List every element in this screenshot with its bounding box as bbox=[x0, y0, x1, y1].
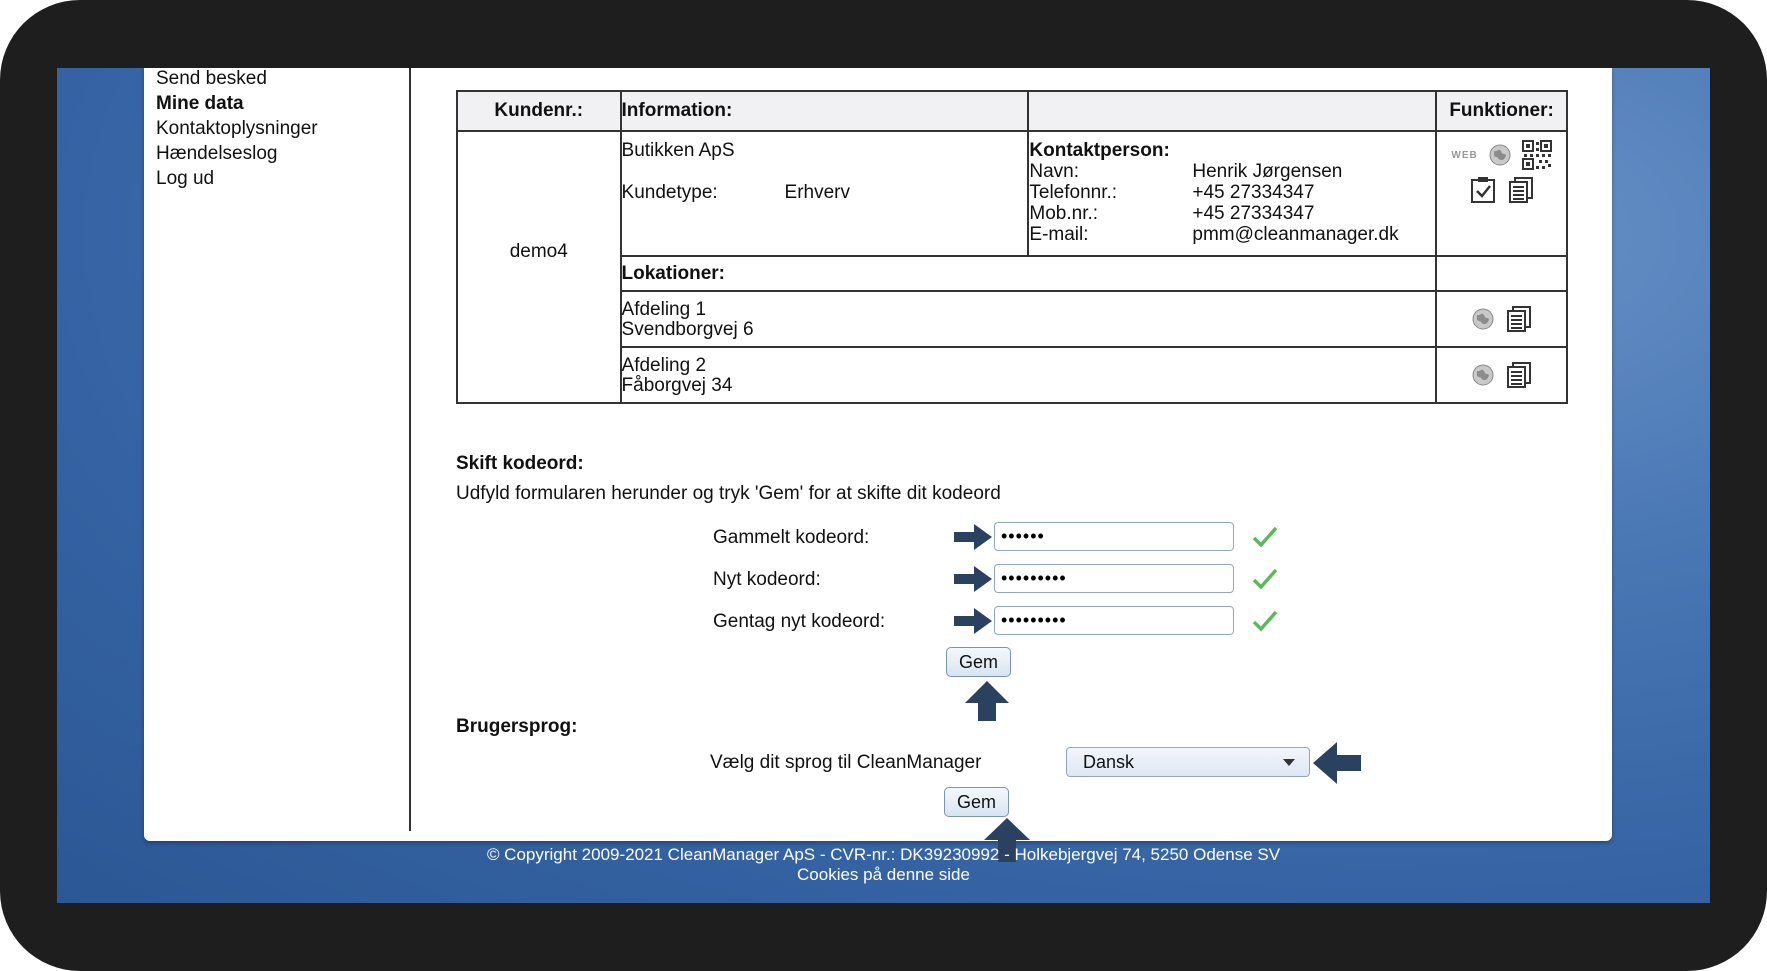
location-name: Afdeling 2 bbox=[621, 355, 707, 376]
sidebar-item-haendelseslog[interactable]: Hændelseslog bbox=[156, 143, 278, 164]
contact-label: E-mail: bbox=[1029, 224, 1089, 245]
contact-row-phone bbox=[1029, 182, 1435, 203]
arrow-right-icon bbox=[952, 606, 994, 636]
sidebar-item-mine-data[interactable]: Mine data bbox=[156, 93, 244, 114]
new-password-input[interactable] bbox=[994, 564, 1234, 593]
documents-icon[interactable] bbox=[1507, 176, 1535, 204]
sidebar-item-send-besked[interactable]: Send besked bbox=[156, 68, 267, 89]
contact-cell bbox=[1028, 131, 1436, 256]
content-area bbox=[411, 68, 1612, 841]
function-icons-row-2 bbox=[1437, 176, 1566, 204]
arrow-right-icon bbox=[952, 522, 994, 552]
location-address: Fåborgvej 34 bbox=[621, 375, 733, 396]
header-funktioner: Funktioner: bbox=[1436, 91, 1567, 131]
password-description: Udfyld formularen herunder og tryk 'Gem' for at skifte dit kodeord bbox=[456, 483, 1001, 504]
contact-value: Henrik Jørgensen bbox=[1192, 161, 1343, 182]
sidebar-item-kontaktoplysninger[interactable]: Kontaktoplysninger bbox=[156, 118, 318, 139]
old-password-label: Gammelt kodeord: bbox=[713, 527, 870, 548]
function-icons-row-1 bbox=[1437, 140, 1566, 170]
repeat-password-label: Gentag nyt kodeord: bbox=[713, 611, 886, 632]
company-info-cell bbox=[621, 131, 1029, 256]
language-selected-value: Dansk bbox=[1083, 752, 1135, 772]
footer-cookies-link[interactable]: Cookies på denne side bbox=[797, 865, 970, 884]
kundetype-value: Erhverv bbox=[784, 182, 850, 203]
globe-icon[interactable] bbox=[1488, 143, 1512, 167]
repeat-password-input[interactable] bbox=[994, 606, 1234, 635]
globe-icon[interactable] bbox=[1471, 307, 1495, 331]
location-icons bbox=[1437, 361, 1566, 389]
location-icons bbox=[1437, 305, 1566, 333]
web-icon[interactable]: WEB bbox=[1451, 149, 1478, 161]
location-name: Afdeling 1 bbox=[621, 299, 707, 320]
header-kundenr: Kundenr.: bbox=[457, 91, 621, 131]
screen bbox=[57, 68, 1710, 903]
check-icon bbox=[1252, 567, 1278, 591]
contact-value: pmm@cleanmanager.dk bbox=[1192, 224, 1399, 245]
kundenr-cell bbox=[457, 131, 621, 403]
arrow-right-icon bbox=[952, 564, 994, 594]
arrow-left-icon bbox=[1311, 740, 1363, 786]
kundetype-row bbox=[622, 182, 1028, 204]
contact-value: +45 27334347 bbox=[1192, 182, 1315, 203]
location-address: Svendborgvej 6 bbox=[621, 319, 754, 340]
location-functions bbox=[1436, 347, 1567, 403]
footer-copyright: © Copyright 2009-2021 CleanManager ApS - CVR-nr.: DK39230992 - Holkebjergvej 74, 5250 Odense SV bbox=[486, 845, 1281, 864]
location-row bbox=[621, 291, 1437, 347]
kundetype-label: Kundetype: bbox=[621, 182, 718, 203]
contact-label: Mob.nr.: bbox=[1029, 203, 1099, 224]
contact-label: Telefonnr.: bbox=[1029, 182, 1118, 203]
save-language-button[interactable]: Gem bbox=[944, 787, 1009, 817]
customer-info-table bbox=[456, 90, 1568, 404]
functions-cell bbox=[1436, 131, 1567, 256]
kundenr-value: demo4 bbox=[509, 241, 568, 262]
password-section-title: Skift kodeord: bbox=[456, 453, 584, 474]
sidebar bbox=[144, 68, 411, 831]
sidebar-item-log-ud[interactable]: Log ud bbox=[156, 168, 215, 189]
contact-value: +45 27334347 bbox=[1192, 203, 1315, 224]
check-icon bbox=[1252, 609, 1278, 633]
arrow-up-icon bbox=[962, 679, 1012, 723]
checklist-icon[interactable] bbox=[1469, 176, 1497, 204]
contact-label: Navn: bbox=[1029, 161, 1080, 182]
documents-icon[interactable] bbox=[1505, 361, 1533, 389]
documents-icon[interactable] bbox=[1505, 305, 1533, 333]
check-icon bbox=[1252, 525, 1278, 549]
location-functions bbox=[1436, 291, 1567, 347]
contact-row-email bbox=[1029, 224, 1435, 245]
old-password-input[interactable] bbox=[994, 522, 1234, 551]
globe-icon[interactable] bbox=[1471, 363, 1495, 387]
contact-row-mobile bbox=[1029, 203, 1435, 224]
chevron-down-icon bbox=[1283, 759, 1295, 766]
language-label: Vælg dit sprog til CleanManager bbox=[710, 752, 982, 773]
qr-code-icon[interactable] bbox=[1522, 140, 1552, 170]
contact-row-name bbox=[1029, 161, 1435, 182]
header-empty bbox=[1028, 91, 1436, 131]
main-panel bbox=[144, 68, 1612, 841]
contact-title: Kontaktperson: bbox=[1029, 140, 1170, 161]
locations-title: Lokationer: bbox=[621, 256, 1437, 291]
new-password-label: Nyt kodeord: bbox=[713, 569, 821, 590]
location-row bbox=[621, 347, 1437, 403]
locations-functions-empty bbox=[1436, 256, 1567, 291]
save-password-button[interactable]: Gem bbox=[946, 647, 1011, 677]
header-information: Information: bbox=[621, 91, 1029, 131]
company-name: Butikken ApS bbox=[621, 140, 735, 161]
language-select[interactable] bbox=[1066, 747, 1310, 777]
language-section-title: Brugersprog: bbox=[456, 716, 578, 737]
